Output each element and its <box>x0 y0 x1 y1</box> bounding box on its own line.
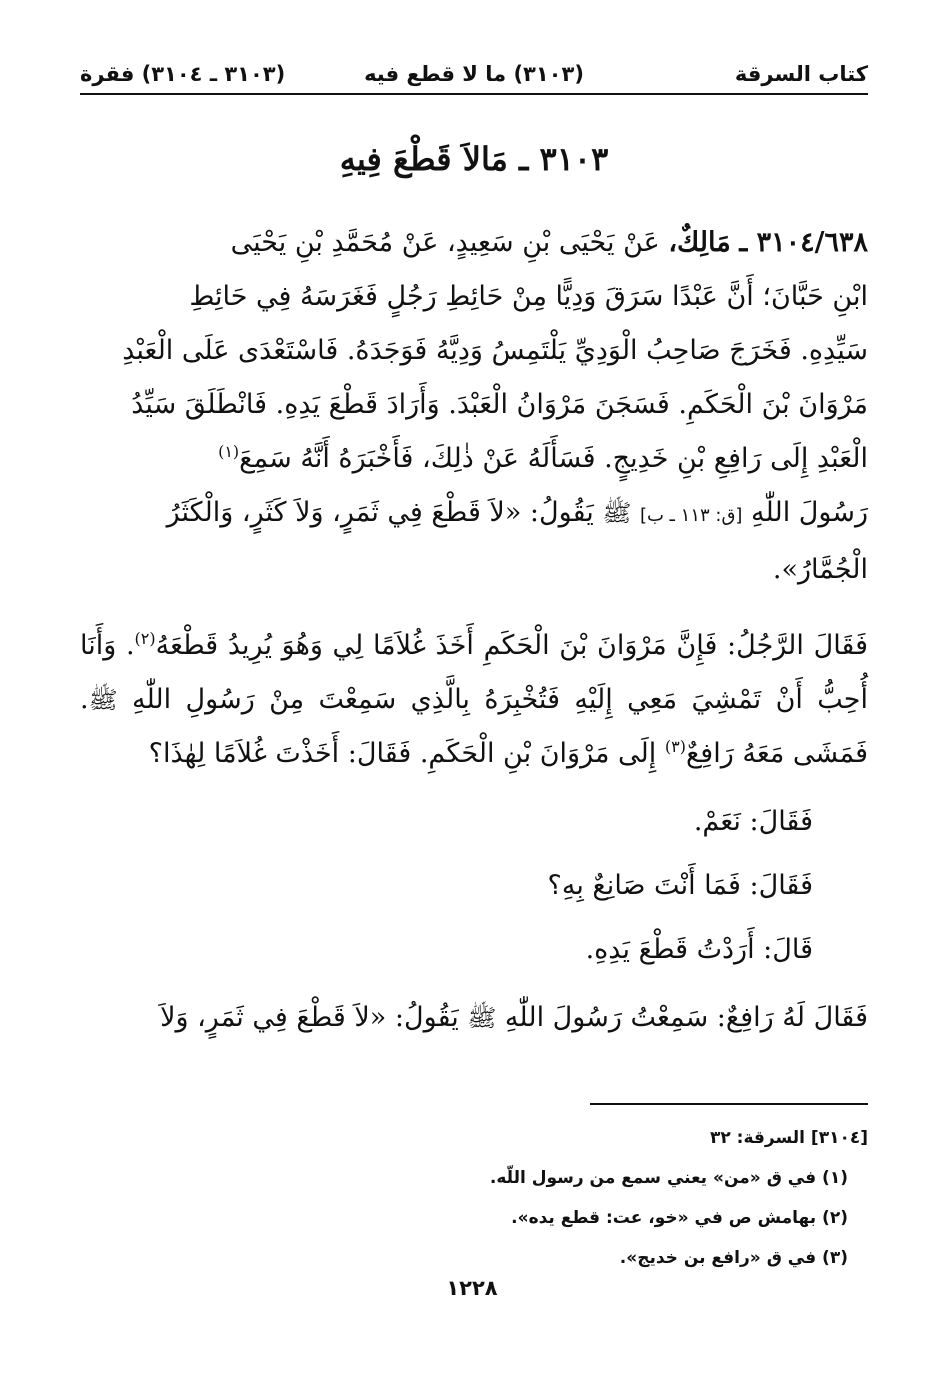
text-segment: إِلَى مَرْوَانَ بْنِ الْحَكَمِ. فَقَالَ: أَخَذْتَ غُلاَمًا لِهٰذَا؟ <box>148 738 665 769</box>
footnote-3: (٣) في ق «رافع بن خديج». <box>619 1248 848 1268</box>
text-line: سَيِّدِهِ. فَخَرَجَ صَاحِبُ الْوَدِيِّ يَلْتَمِسُ وَدِيَّهُ فَوَجَدَهُ. فَاسْتَعْدَى عَلَى الْعَبْدِ <box>122 335 868 366</box>
dialogue-block <box>80 795 868 977</box>
text-segment: . فَمَشَى مَعَهُ رَافِعٌ <box>80 684 868 769</box>
text-line: ابْنِ حَبَّانَ؛ أَنَّ عَبْدًا سَرَقَ وَدِيًّا مِنْ حَائِطِ رَجُلٍ فَغَرَسَهُ فِي حَائِطِ <box>189 281 868 312</box>
text-segment: يَقُولُ: «لاَ قَطْعَ فِي ثَمَرٍ، وَلاَ <box>160 1002 468 1033</box>
dialogue-line: فَقَالَ: نَعَمْ. <box>693 806 813 837</box>
honorific-glyph: ﷺ <box>602 499 632 527</box>
hadith-paragraph-2 <box>80 619 868 781</box>
footnote-marker-3: (٣) <box>664 737 686 756</box>
header-paragraph-range: (٣١٠٣ ـ ٣١٠٤) فقرة <box>80 62 286 86</box>
text-segment: . وَأَنَا أُحِبُّ أَنْ تَمْشِيَ مَعِي إِلَيْهِ فَتُخْبِرَهُ بِالَّذِي سَمِعْتَ مِنْ رَسُولِ اللّٰهِ <box>80 630 868 715</box>
footnote-rule <box>590 1103 868 1105</box>
header-rule <box>80 93 868 95</box>
manuscript-reference: [ق: ١١٣ ـ ب] <box>639 505 743 526</box>
chapter-title: ٣١٠٣ ـ مَالاَ قَطْعَ فِيهِ <box>339 140 609 178</box>
text-segment: عَنْ يَحْيَى بْنِ سَعِيدٍ، عَنْ مُحَمَّدِ بْنِ يَحْيَى <box>230 227 660 258</box>
honorific-glyph: ﷺ <box>88 686 118 714</box>
text-segment: رَسُولَ اللّٰهِ <box>751 497 868 528</box>
hadith-number: ٣١٠٤/٦٣٨ ـ <box>739 227 868 258</box>
dialogue-line: فَقَالَ: فَمَا أَنْتَ صَانِعٌ بِهِ؟ <box>547 870 813 901</box>
hadith-paragraph-3 <box>80 991 868 1045</box>
footnotes <box>80 1118 868 1278</box>
text-segment: يَقُولُ: «لاَ قَطْعَ فِي ثَمَرٍ، وَلاَ كَثَرٍ، وَالْكَثَرُ <box>166 497 594 528</box>
text-segment: فَقَالَ الرَّجُلُ: فَإِنَّ مَرْوَانَ بْنَ الْحَكَمِ أَخَذَ غُلاَمًا لِي وَهُوَ يُرِيدُ قَطْعَهُ <box>155 630 868 661</box>
page-number: ١٢٢٨ <box>446 1276 498 1300</box>
footnote-2: (٢) بهامش ص في «خو، عت: قطع يده». <box>511 1208 848 1228</box>
text-segment: الْعَبْدِ إِلَى رَافِعِ بْنِ خَدِيجٍ. فَسَأَلَهُ عَنْ ذٰلِكَ، فَأَخْبَرَهُ أَنَّهُ سَمِعَ <box>239 443 868 474</box>
narrator-name: مَالِكٌ، <box>668 227 731 258</box>
footnote-source: [٣١٠٤] السرقة: ٣٢ <box>710 1128 868 1148</box>
text-line <box>80 486 868 543</box>
header-book-title: كتاب السرقة <box>734 62 868 86</box>
dialogue-line: قَالَ: أَرَدْتُ قَطْعَ يَدِهِ. <box>585 934 813 965</box>
text-line: مَرْوَانَ بْنَ الْحَكَمِ. فَسَجَنَ مَرْوَانُ الْعَبْدَ. وَأَرَادَ قَطْعَ يَدِهِ. فَانْطَلَقَ سَيِّدُ <box>131 389 868 420</box>
hadith-paragraph-1 <box>80 216 868 597</box>
running-header <box>80 58 868 94</box>
honorific-glyph: ﷺ <box>467 1004 497 1032</box>
footnote-1: (١) في ق «من» يعني سمع من رسول اللّه. <box>489 1168 848 1188</box>
footnote-marker-2: (٢) <box>134 629 156 648</box>
text-segment: فَقَالَ لَهُ رَافِعٌ: سَمِعْتُ رَسُولَ اللّٰهِ <box>504 1002 868 1033</box>
text-line <box>80 432 868 486</box>
footnote-marker-1: (١) <box>218 442 240 461</box>
text-line <box>80 216 868 270</box>
header-section-title: (٣١٠٣) ما لا قطع فيه <box>364 62 584 86</box>
main-text <box>80 216 868 1045</box>
text-line: الْجُمَّارُ». <box>772 554 868 585</box>
